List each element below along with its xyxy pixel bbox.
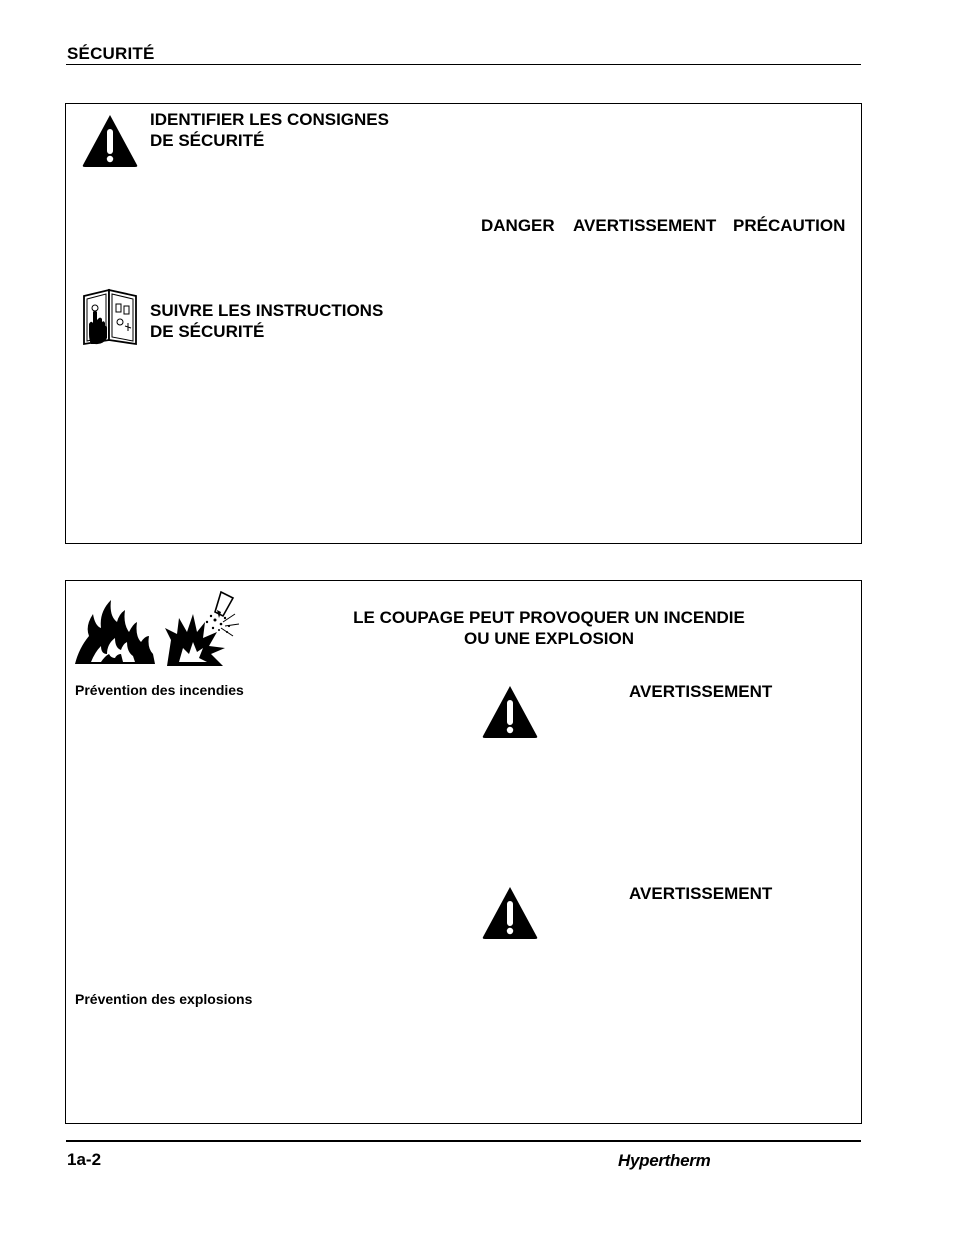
- title-line: OU UNE EXPLOSION: [463, 629, 635, 648]
- fire-explosion-title: [326, 607, 772, 649]
- brand-name: Hypertherm: [618, 1151, 711, 1170]
- flame-icon: [73, 596, 157, 666]
- section-heading-identify: [150, 109, 389, 151]
- warning-triangle-icon: [480, 683, 540, 739]
- heading-line: DE SÉCURITÉ: [150, 131, 265, 150]
- signal-word-warning: AVERTISSEMENT: [573, 216, 717, 235]
- page-number: 1a-2: [67, 1150, 102, 1169]
- footer-divider: [66, 1140, 861, 1142]
- header-divider: [66, 64, 861, 65]
- warning-label: AVERTISSEMENT: [629, 884, 773, 903]
- fire-prevention-heading: Prévention des incendies: [75, 682, 244, 698]
- instruction-manual-icon: [81, 288, 139, 346]
- warning-label: AVERTISSEMENT: [629, 682, 773, 701]
- signal-word-danger: DANGER: [481, 216, 555, 235]
- warning-triangle-icon: [80, 112, 140, 168]
- torch-explosion-icon: [163, 588, 243, 668]
- page-header-title: SÉCURITÉ: [67, 44, 155, 63]
- signal-word-caution: PRÉCAUTION: [733, 216, 846, 235]
- heading-line: DE SÉCURITÉ: [150, 322, 265, 341]
- explosion-prevention-heading: Prévention des explosions: [75, 991, 253, 1007]
- heading-line: SUIVRE LES INSTRUCTIONS: [150, 301, 384, 320]
- title-line: LE COUPAGE PEUT PROVOQUER UN INCENDIE: [353, 608, 745, 627]
- warning-triangle-icon: [480, 884, 540, 940]
- section-heading-follow: [150, 300, 383, 342]
- heading-line: IDENTIFIER LES CONSIGNES: [150, 110, 389, 129]
